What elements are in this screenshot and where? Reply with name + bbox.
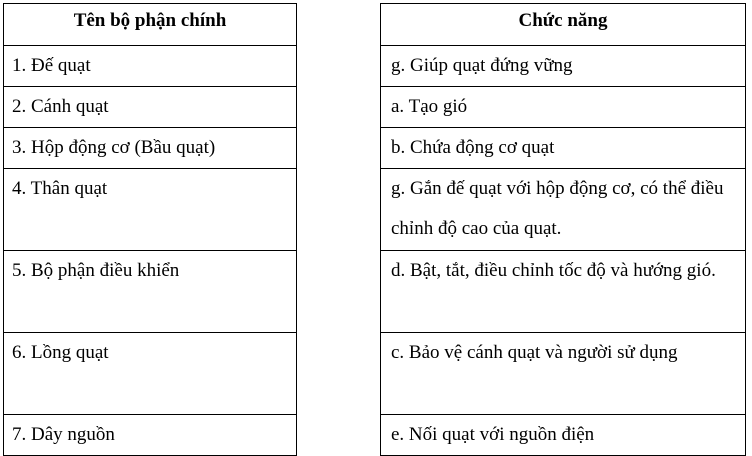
table-row <box>381 415 746 456</box>
function-cell: g. Giúp quạt đứng vững <box>381 46 746 87</box>
table-header-row <box>4 4 297 46</box>
table-row <box>381 46 746 87</box>
function-cell: c. Bảo vệ cánh quạt và người sử dụng <box>381 333 746 415</box>
part-cell: 3. Hộp động cơ (Bầu quạt) <box>4 128 297 169</box>
function-cell: g. Gắn đế quạt với hộp động cơ, có thể điều chỉnh độ cao của quạt. <box>381 169 746 251</box>
table-row <box>4 87 297 128</box>
functions-header: Chức năng <box>381 4 746 46</box>
part-cell: 7. Dây nguồn <box>4 415 297 456</box>
table-row <box>4 46 297 87</box>
function-cell: d. Bật, tắt, điều chỉnh tốc độ và hướng gió. <box>381 251 746 333</box>
function-cell: a. Tạo gió <box>381 87 746 128</box>
part-cell: 6. Lồng quạt <box>4 333 297 415</box>
part-cell: 2. Cánh quạt <box>4 87 297 128</box>
part-cell: 4. Thân quạt <box>4 169 297 251</box>
table-row <box>381 128 746 169</box>
function-cell: e. Nối quạt với nguồn điện <box>381 415 746 456</box>
table-header-row <box>381 4 746 46</box>
part-cell: 1. Đế quạt <box>4 46 297 87</box>
table-row <box>4 415 297 456</box>
table-row <box>381 87 746 128</box>
part-cell: 5. Bộ phận điều khiển <box>4 251 297 333</box>
table-row <box>4 251 297 333</box>
table-row <box>4 333 297 415</box>
function-cell: b. Chứa động cơ quạt <box>381 128 746 169</box>
table-row <box>4 128 297 169</box>
main-parts-table <box>3 3 297 456</box>
table-row <box>381 169 746 251</box>
main-parts-header: Tên bộ phận chính <box>4 4 297 46</box>
table-row <box>381 251 746 333</box>
table-row <box>381 333 746 415</box>
functions-table <box>380 3 746 456</box>
table-row <box>4 169 297 251</box>
